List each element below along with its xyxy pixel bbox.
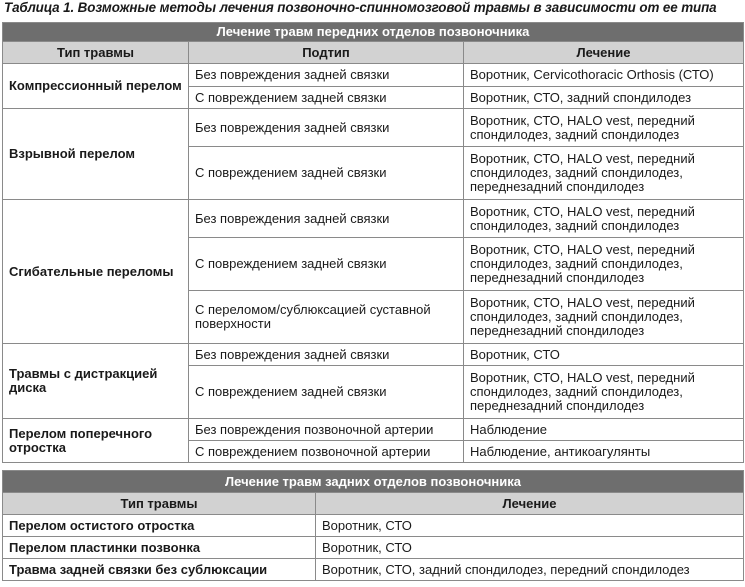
subtype-cell: Без повреждения задней связки [189,109,464,147]
injury-type-cell: Компрессионный перелом [3,64,189,109]
table-row [3,537,744,559]
treatment-cell: Воротник, СТО, задний спондилодез [464,87,744,109]
treatment-cell: Воротник, СТО [464,344,744,366]
table-row [3,109,744,147]
injury-type-cell: Перелом поперечного отростка [3,419,189,463]
treatment-cell: Воротник, СТО, HALO vest, передний спондилодез, задний спондилодез, переднезадний спондилодез [464,238,744,291]
subtype-cell: С повреждением задней связки [189,87,464,109]
treatment-cell: Воротник, СТО, HALO vest, передний спондилодез, задний спондилодез, переднезадний спондилодез [464,291,744,344]
treatment-cell: Наблюдение, антикоагулянты [464,441,744,463]
table-row [3,200,744,238]
subtype-cell: Без повреждения позвоночной артерии [189,419,464,441]
treatment-cell: Воротник, СТО, HALO vest, передний спондилодез, задний спондилодез, переднезадний спондилодез [464,147,744,200]
subtype-cell: С переломом/сублюксацией суставной поверхности [189,291,464,344]
injury-type-cell: Травмы с дистракцией диска [3,344,189,419]
header-type: Тип травмы [3,42,189,64]
injury-type-cell: Перелом остистого отростка [3,515,316,537]
table-row [3,559,744,581]
treatment-cell: Воротник, СТО [316,515,744,537]
injury-type-cell: Взрывной перелом [3,109,189,200]
treatment-cell: Воротник, СТО, HALO vest, передний спондилодез, задний спондилодез [464,200,744,238]
table-row [3,419,744,441]
subtype-cell: С повреждением задней связки [189,147,464,200]
treatment-cell: Воротник, СТО, задний спондилодез, передний спондилодез [316,559,744,581]
treatment-cell: Наблюдение [464,419,744,441]
subtype-cell: С повреждением задней связки [189,366,464,419]
anterior-treatment-table [2,22,744,463]
subtype-cell: С повреждением задней связки [189,238,464,291]
header-treatment: Лечение [316,493,744,515]
anterior-section-title: Лечение травм передних отделов позвоночника [3,23,744,42]
posterior-treatment-table [2,470,744,581]
subtype-cell: Без повреждения задней связки [189,200,464,238]
header-treatment: Лечение [464,42,744,64]
injury-type-cell: Травма задней связки без сублюксации [3,559,316,581]
posterior-section-title: Лечение травм задних отделов позвоночника [3,471,744,493]
treatment-cell: Воротник, СТО, HALO vest, передний спондилодез, задний спондилодез [464,109,744,147]
subtype-cell: Без повреждения задней связки [189,344,464,366]
table-row [3,515,744,537]
treatment-cell: Воротник, СТО, HALO vest, передний спондилодез, задний спондилодез, переднезадний спондилодез [464,366,744,419]
table-row [3,64,744,87]
subtype-cell: Без повреждения задней связки [189,64,464,87]
table-caption: Таблица 1. Возможные методы лечения позвоночно-спинномозговой травмы в зависимости от ее типа [4,0,717,15]
injury-type-cell: Сгибательные переломы [3,200,189,344]
header-type: Тип травмы [3,493,316,515]
subtype-cell: С повреждением позвоночной артерии [189,441,464,463]
header-subtype: Подтип [189,42,464,64]
injury-type-cell: Перелом пластинки позвонка [3,537,316,559]
treatment-cell: Воротник, Cervicothoracic Orthosis (СТО) [464,64,744,87]
table-row [3,344,744,366]
treatment-cell: Воротник, СТО [316,537,744,559]
